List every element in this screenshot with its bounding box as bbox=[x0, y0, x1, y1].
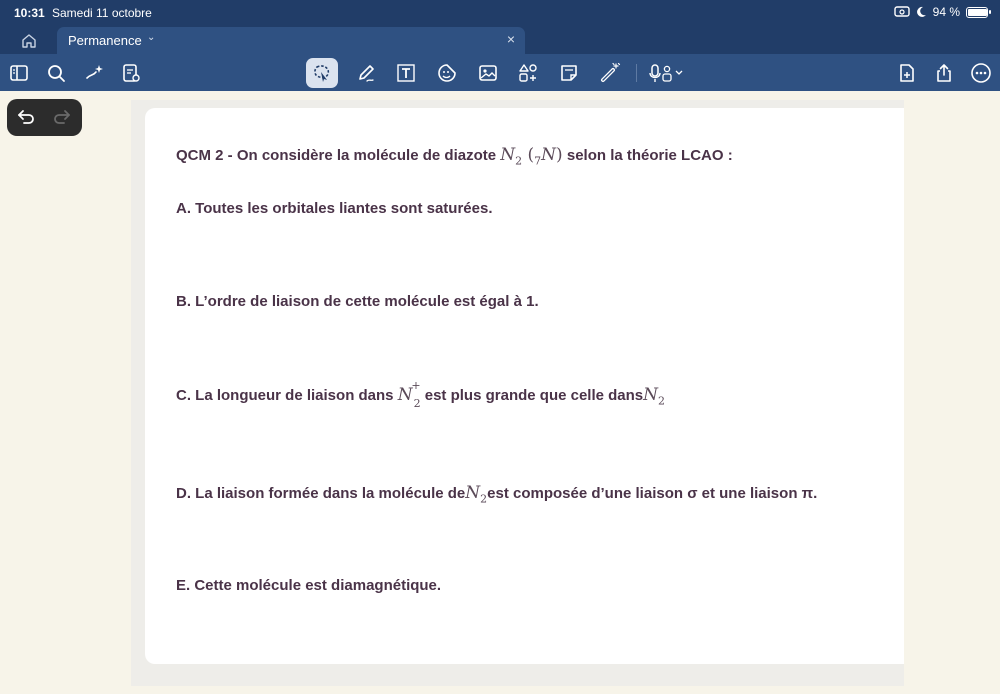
toolbar-divider bbox=[636, 64, 637, 82]
question-heading bbox=[176, 145, 733, 167]
battery-percent: 94 % bbox=[932, 5, 960, 19]
tab-bar bbox=[0, 27, 1000, 54]
undo-redo-controls bbox=[7, 99, 82, 136]
chevron-down-icon[interactable]: ⌄ bbox=[147, 32, 156, 43]
heading-formula: $N_2$ $(_7N)$ bbox=[500, 145, 563, 168]
redo-icon[interactable] bbox=[51, 106, 73, 128]
sidebar-icon[interactable] bbox=[7, 61, 31, 85]
answer-c-prefix: C. La longueur de liaison dans bbox=[176, 387, 394, 404]
answer-e bbox=[176, 577, 441, 594]
share-icon[interactable] bbox=[932, 61, 956, 85]
sparkle-icon[interactable] bbox=[82, 61, 106, 85]
answer-b-text: B. L’ordre de liaison de cette molécule est égal à 1. bbox=[176, 293, 539, 310]
tab-permanence[interactable] bbox=[57, 27, 525, 54]
undo-icon[interactable] bbox=[15, 106, 37, 128]
search-icon[interactable] bbox=[44, 61, 68, 85]
shapes-icon[interactable] bbox=[516, 61, 540, 85]
more-icon[interactable] bbox=[969, 61, 993, 85]
status-date: Samedi 11 octobre bbox=[52, 6, 152, 20]
answer-a-text: A. Toutes les orbitales liantes sont saturées. bbox=[176, 200, 493, 217]
sticky-note-icon[interactable] bbox=[557, 61, 581, 85]
lasso-icon[interactable] bbox=[306, 58, 338, 88]
answer-c-middle: est plus grande que celle dans bbox=[424, 387, 644, 404]
sticker-icon[interactable] bbox=[435, 61, 459, 85]
text-box-icon[interactable] bbox=[394, 61, 418, 85]
screen-mirroring-icon bbox=[894, 6, 910, 18]
document-settings-icon[interactable] bbox=[119, 61, 143, 85]
audio-record-icon[interactable] bbox=[648, 61, 688, 85]
heading-suffix: selon la théorie LCAO : bbox=[566, 147, 733, 164]
status-bar bbox=[0, 0, 1000, 27]
answer-c-molecule-formula: $N_2$ bbox=[643, 385, 666, 408]
tab-title: Permanence bbox=[68, 33, 142, 48]
answer-e-text: E. Cette molécule est diamagnétique. bbox=[176, 577, 442, 594]
close-icon[interactable]: × bbox=[506, 31, 515, 47]
answer-a bbox=[176, 200, 493, 217]
heading-prefix: QCM 2 - On considère la molécule de diazote bbox=[176, 147, 497, 164]
add-page-icon[interactable] bbox=[895, 61, 919, 85]
answer-d bbox=[176, 483, 817, 505]
status-right bbox=[894, 5, 988, 19]
laser-pointer-icon[interactable] bbox=[598, 61, 622, 85]
moon-icon bbox=[916, 6, 927, 18]
pen-icon[interactable] bbox=[354, 61, 378, 85]
answer-b bbox=[176, 293, 539, 310]
answer-c bbox=[176, 379, 666, 410]
toolbar bbox=[0, 54, 1000, 91]
answer-d-molecule-formula: $N_2$ bbox=[465, 483, 488, 506]
image-icon[interactable] bbox=[476, 61, 500, 85]
battery-icon bbox=[966, 7, 988, 18]
answer-c-ion-formula: N + 2 bbox=[397, 379, 421, 410]
answer-d-suffix: est composée d’une liaison σ et une liaison π. bbox=[487, 485, 818, 502]
answer-d-prefix: D. La liaison formée dans la molécule de bbox=[176, 485, 466, 502]
status-time: 10:31 bbox=[14, 6, 45, 20]
home-icon[interactable] bbox=[20, 32, 38, 50]
